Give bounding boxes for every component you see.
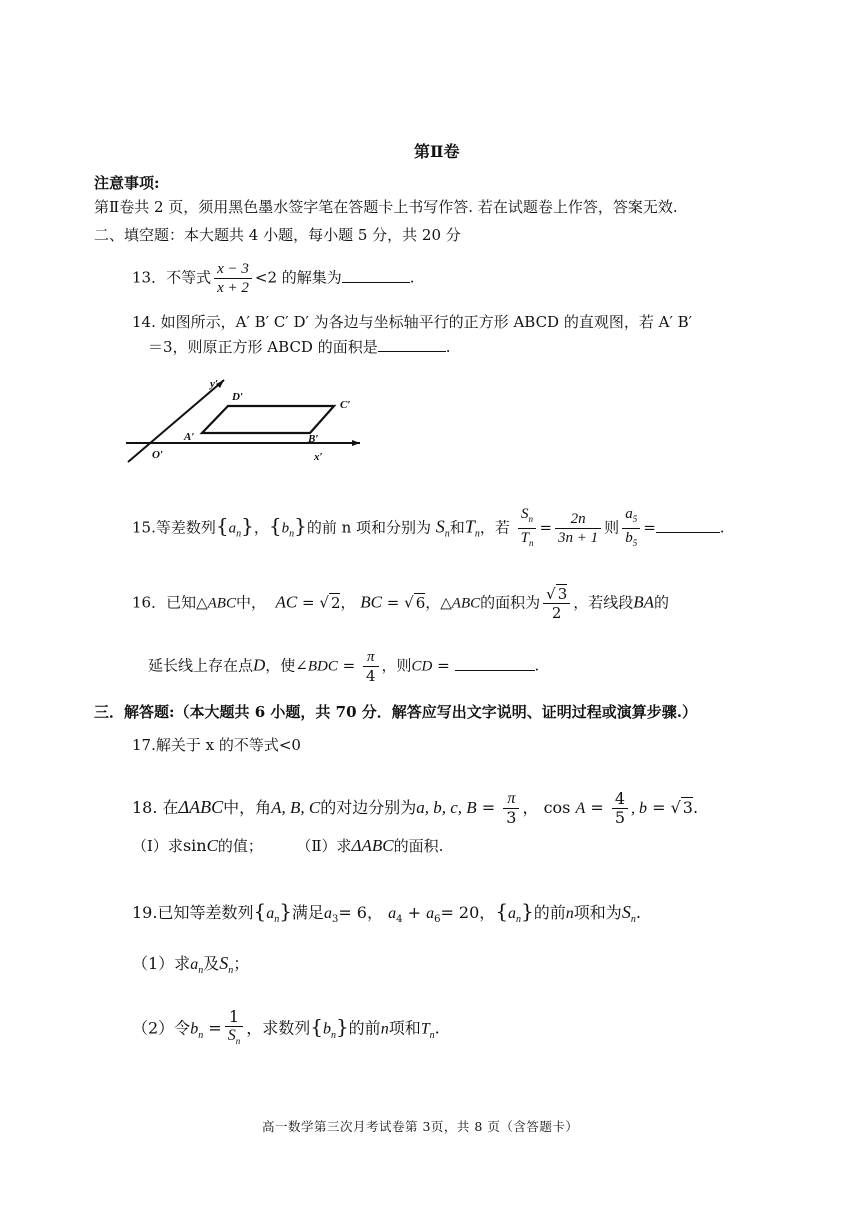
label-c: C′ bbox=[340, 399, 351, 411]
question-15: 15.等差数列$\{a_n\}$，$\{b_n\}$的前 n 项和分别为 $S_n$和$T_n$，若 $\frac{S_n}{T_n}$ = $\frac{2n}{3n + 1}$ 则 $\frac{a_5}{b_5}$ = . bbox=[132, 506, 725, 548]
q13-fraction: $\frac{x - 3}{x + 2}$ bbox=[214, 260, 252, 297]
notice-text: 第Ⅱ卷共 2 页，须用黑色墨水签字笔在答题卡上书写作答. 若在试题卷上作答，答案无效. bbox=[94, 198, 678, 216]
y-axis bbox=[128, 380, 224, 462]
question-18-line1: 18. 在ΔABC中，角A, B, C的对边分别为a, b, c, B = $\frac{\pi}{3}$ ， cos A = $\frac{4}{5}$ , b = √ 3. bbox=[132, 789, 699, 827]
question-17: 17.解关于 x 的不等式<0 bbox=[132, 736, 301, 754]
page-footer: 高一数学第三次月考试卷第 3页，共 8 页（含答题卡） bbox=[262, 1119, 579, 1134]
question-14-line2: ＝3，则原正方形 ABCD 的面积是 . bbox=[148, 338, 451, 356]
question-16-line2: 延长线上存在点D，使∠BDC = $\frac{\pi}{4}$ ，则CD = . bbox=[148, 649, 540, 685]
label-b: B′ bbox=[308, 433, 319, 445]
question-19-line1: 19.已知等差数列$\{a_n\}$满足$a_3= 6$， $a_4 + a_6= 20$，$\{a_n\}$的前n项和为$S_n$. bbox=[132, 899, 641, 926]
question-16-line1: 16．已知△ABC中， AC = √ 2， BC = √ 6，△ABC的面积为 $\frac{√ 3}{2}$ ，若线段BA的 bbox=[132, 585, 670, 622]
label-y: y′ bbox=[210, 378, 218, 390]
answer-blank bbox=[378, 339, 446, 352]
label-o: O′ bbox=[152, 449, 164, 461]
question-19-part1: （1）求$a_n$及$S_n$； bbox=[132, 953, 250, 977]
label-x: x′ bbox=[314, 451, 323, 463]
label-d: D′ bbox=[232, 391, 244, 403]
label-a: A′ bbox=[184, 431, 195, 443]
oblique-projection-figure bbox=[120, 370, 370, 470]
answer-blank bbox=[342, 270, 410, 283]
answer-blank bbox=[455, 658, 535, 671]
section2-heading: 二、填空题：本大题共 4 小题，每小题 5 分，共 20 分 bbox=[94, 226, 461, 244]
question-14-line1: 14. 如图所示，A′ B′ C′ D′ 为各边与坐标轴平行的正方形 ABCD 的直观图，若 A′ B′ bbox=[132, 313, 693, 331]
section3-heading: 三．解答题:（本大题共 6 小题，共 70 分．解答应写出文字说明、证明过程或演算步骤.） bbox=[94, 703, 697, 721]
notice-heading: 注意事项: bbox=[94, 174, 160, 192]
page-title: 第Ⅱ卷 bbox=[414, 142, 460, 161]
answer-blank bbox=[656, 520, 720, 533]
parallelogram bbox=[202, 406, 334, 433]
question-13: 13．不等式 $\frac{x - 3}{x + 2}$ <2 的解集为 . bbox=[132, 261, 415, 296]
question-19-part2: （2）令$b_n$ = $\frac{1}{S_n}$ ，求数列$\{b_n\}$的前n项和$T_n$. bbox=[132, 1007, 440, 1047]
question-18-line2: （Ⅰ）求sinC的值； （Ⅱ）求ΔABC的面积. bbox=[132, 836, 444, 855]
